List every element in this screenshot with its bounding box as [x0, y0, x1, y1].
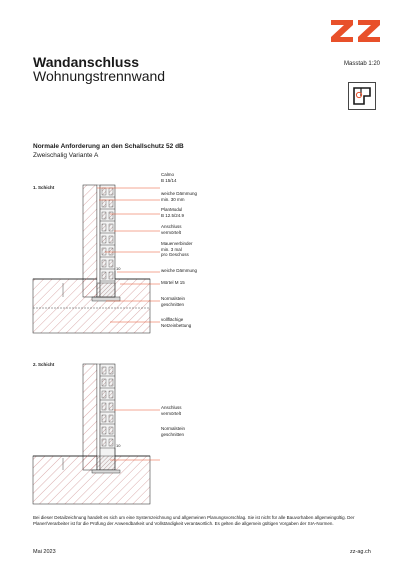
- note-soft-insulation-1: weiche Dämmung min. 30 mm: [161, 191, 198, 202]
- note-normal-stone-cut-2: Normalstein geschnitten: [161, 426, 186, 437]
- page-subtitle: Wohnungstrennwand: [33, 68, 166, 84]
- section-heading: Normale Anforderung an den Schallschutz 52 dB: [33, 143, 184, 150]
- section-variant: Zweischalig Variante A: [33, 152, 99, 159]
- note-wall-ties: Mauerverbinder min. 3 mal pro Geschoss: [161, 241, 193, 257]
- note-calmo: Calmo B 15/14: [161, 172, 177, 183]
- disclaimer-text: Bei dieser Detailzeichnung handelt es sich um eine Systemzeichnung und allgemeinen Planungsvorschlag. Sie ist nicht für alle Bauvorhaben allgemeingültig. Der Planer/Verarbeiter ist für die Prüfung der Anwendbarkeit und Vollständigkeit verantwortlich. Es gelten die allgemein gültigen Vorgaben der SIA-Normen.: [33, 515, 355, 526]
- footer-date: Mai 2023: [33, 549, 56, 555]
- note-normal-stone-cut: Normalstein geschnitten: [161, 296, 186, 307]
- layer-1-dimension: 10: [116, 266, 121, 271]
- note-net-embedding: vollflächige Netzeinbettung: [161, 317, 192, 328]
- note-connection-mortared-2: Anschluss vermörtelt: [161, 405, 182, 416]
- page-title: Wandanschluss: [33, 54, 140, 70]
- note-connection-mortared: Anschluss vermörtelt: [161, 224, 182, 235]
- note-soft-insulation-2: weiche Dämmung: [161, 268, 198, 273]
- layer-2-label: 2. Schicht: [33, 362, 55, 367]
- note-planmodul: PlanModul B 12.5/24.9: [161, 207, 185, 218]
- layer-2-dimension: 10: [116, 443, 121, 448]
- footer-website[interactable]: zz-ag.ch: [350, 549, 371, 555]
- note-mortar: Mörtel M 15: [161, 280, 185, 285]
- drawing-layer-1: [33, 185, 160, 333]
- drawing-layer-2: [33, 364, 160, 504]
- scale-label: Masstab 1:20: [344, 61, 381, 67]
- layer-1-label: 1. Schicht: [33, 185, 55, 190]
